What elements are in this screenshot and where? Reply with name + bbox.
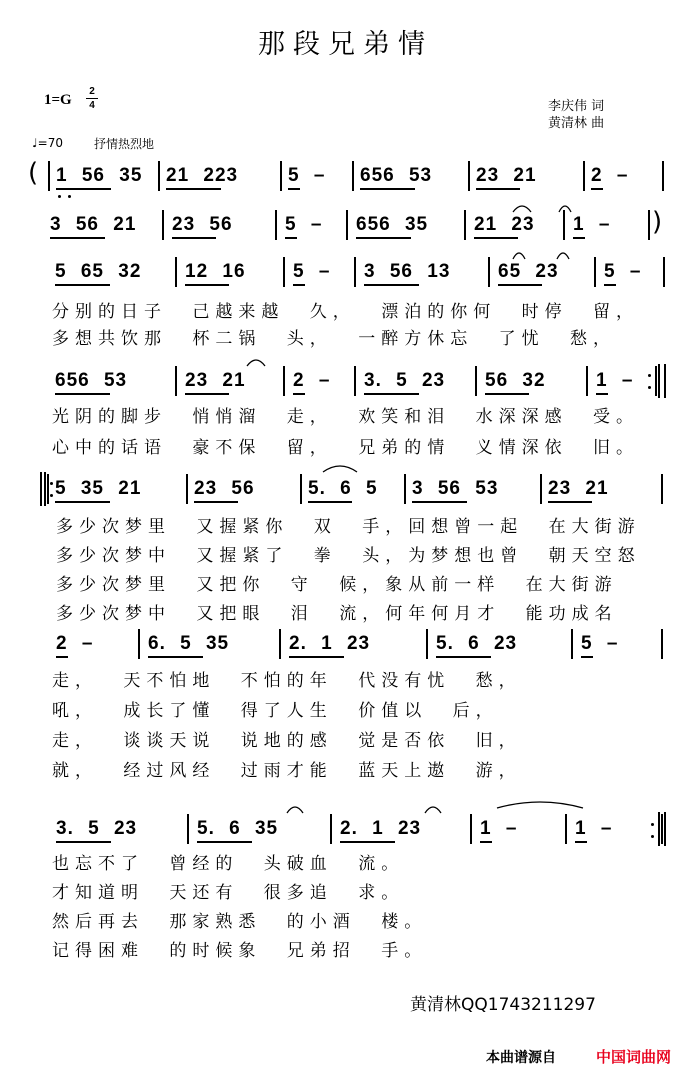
beam-line (56, 841, 111, 843)
bar-line (175, 257, 177, 287)
time-signature: 2 4 (86, 86, 98, 111)
repeat-bar (40, 472, 42, 506)
beam-line (185, 393, 229, 395)
measure-notes: 6. 5 35 (148, 633, 230, 654)
measure-notes: 5. 6 35 (197, 818, 279, 839)
bar-line (565, 814, 567, 844)
bar-line (464, 210, 466, 240)
beam-line (185, 284, 229, 286)
measure-notes: 23 21 (185, 370, 246, 391)
measure-notes: 2 – (591, 165, 629, 186)
bar-line (661, 814, 663, 844)
bar-line (138, 629, 140, 659)
lyric-line: 多少次梦里 又把你 守 候，象从前一样 在大街游 (56, 575, 618, 595)
bar-line (470, 814, 472, 844)
beam-line (166, 188, 221, 190)
bar-line (563, 210, 565, 240)
beam-line (591, 188, 603, 190)
tie-arc (424, 804, 442, 814)
beam-line (604, 284, 616, 286)
low-octave-dot (68, 195, 71, 198)
intro-close-paren: ) (652, 207, 663, 237)
beam-line (148, 656, 203, 658)
measure-notes: 5 – (288, 165, 326, 186)
tempo-marking: ♩=70 (32, 136, 63, 150)
tie-arc (286, 804, 304, 814)
bar-line (648, 210, 650, 240)
measure-notes: 1 – (480, 818, 518, 839)
measure-notes: 23 56 (172, 214, 233, 235)
measure-notes: 3. 5 23 (364, 370, 446, 391)
bar-line (662, 161, 664, 191)
measure-notes: 5. 6 23 (436, 633, 518, 654)
lyric-line: 记得困难 的时候象 兄弟招 手。 (52, 941, 428, 961)
measure-notes: 21 23 (474, 214, 535, 235)
measure-notes: 2 – (56, 633, 94, 654)
measure-notes: 5. 6 5 (308, 478, 378, 499)
beam-line (364, 284, 419, 286)
tie-arc (556, 250, 570, 260)
lyric-line: 多少次梦里 又握紧你 双 手，回想曾一起 在大街游 (56, 517, 641, 537)
beam-line (436, 656, 491, 658)
lyric-line: 然后再去 那家熟悉 的小酒 楼。 (52, 912, 428, 932)
repeat-bar (658, 812, 660, 846)
beam-line (56, 656, 68, 658)
beam-line (498, 284, 542, 286)
bar-line (346, 210, 348, 240)
bar-line (352, 161, 354, 191)
lyric-line: 就， 经过风经 过雨才能 蓝天上遨 游， (52, 761, 522, 781)
intro-open-paren: ( (28, 158, 39, 188)
beam-line (581, 656, 593, 658)
contact-info: 黄清林QQ1743211297 (410, 995, 596, 1015)
measure-notes: 3. 5 23 (56, 818, 138, 839)
measure-notes: 1 – (575, 818, 613, 839)
measure-notes: 23 56 (194, 478, 255, 499)
measure-notes: 656 35 (356, 214, 429, 235)
bar-line (663, 257, 665, 287)
repeat-bar (658, 364, 660, 398)
lyric-line: 也忘不了 曾经的 头破血 流。 (52, 854, 405, 874)
beam-line (412, 501, 467, 503)
measure-notes: 23 21 (476, 165, 537, 186)
measure-notes: 3 56 13 (364, 261, 451, 282)
beam-line (285, 237, 297, 239)
beam-line (289, 656, 344, 658)
tie-arc (512, 203, 532, 213)
lyricist-credit: 李庆伟 词 (548, 99, 605, 114)
bar-line (540, 474, 542, 504)
measure-notes: 656 53 (55, 370, 128, 391)
measure-notes: 656 53 (360, 165, 433, 186)
bar-line (187, 814, 189, 844)
beam-line (548, 501, 592, 503)
bar-line (571, 629, 573, 659)
repeat-bar (664, 812, 666, 846)
bar-line (280, 161, 282, 191)
repeat-bar (664, 364, 666, 398)
beam-line (288, 188, 300, 190)
beam-line (56, 188, 111, 190)
beam-line (364, 393, 419, 395)
lyric-line: 才知道明 天还有 很多追 求。 (52, 883, 405, 903)
measure-notes: 12 16 (185, 261, 246, 282)
beam-line (50, 237, 105, 239)
beam-line (360, 188, 415, 190)
beam-line (194, 501, 238, 503)
bar-line (283, 366, 285, 396)
measure-notes: 56 32 (485, 370, 546, 391)
measure-notes: 23 21 (548, 478, 609, 499)
beam-line (474, 237, 518, 239)
measure-notes: 5 – (581, 633, 619, 654)
lyric-line: 走， 天不怕地 不怕的年 代没有忧 愁， (52, 671, 522, 691)
song-title: 那段兄弟情 (258, 29, 433, 60)
beam-line (476, 188, 520, 190)
measure-notes: 5 – (604, 261, 642, 282)
bar-line (586, 366, 588, 396)
bar-line (594, 257, 596, 287)
bar-line (583, 161, 585, 191)
bar-line (283, 257, 285, 287)
site-name: 中国词曲网 (596, 1048, 672, 1066)
bar-line (330, 814, 332, 844)
measure-notes: 5 65 32 (55, 261, 142, 282)
beam-line (485, 393, 529, 395)
lyric-line: 走， 谈谈天说 说地的感 觉是否依 旧， (52, 731, 522, 751)
beam-line (55, 501, 110, 503)
bar-line (404, 474, 406, 504)
expression-marking: 抒情热烈地 (94, 137, 155, 151)
tie-arc (322, 463, 358, 473)
beam-line (340, 841, 395, 843)
repeat-end-dots (651, 823, 654, 826)
bar-line (426, 629, 428, 659)
beam-line (55, 393, 110, 395)
bar-line (354, 366, 356, 396)
beam-line (293, 284, 305, 286)
bar-line (275, 210, 277, 240)
measure-notes: 65 23 (498, 261, 559, 282)
beam-line (596, 393, 608, 395)
repeat-end-dots (648, 386, 651, 389)
bar-line (475, 366, 477, 396)
repeat-start-dots (50, 482, 53, 485)
measure-notes: 2. 1 23 (289, 633, 371, 654)
measure-notes: 21 223 (166, 165, 239, 186)
tie-arc (512, 250, 526, 260)
measure-notes: 5 – (285, 214, 323, 235)
bar-line (354, 257, 356, 287)
beam-line (480, 841, 492, 843)
measure-notes: 1 – (596, 370, 634, 391)
beam-line (55, 284, 110, 286)
bar-line (655, 366, 657, 396)
measure-notes: 2 – (293, 370, 331, 391)
bar-line (162, 210, 164, 240)
lyric-line: 多少次梦中 又把眼 泪 流，何年何月才 能功成名 (56, 604, 618, 624)
beam-line (575, 841, 587, 843)
lyric-line: 心中的话语 豪不保 留， 兄弟的情 义情深依 旧。 (52, 438, 640, 458)
lyric-line: 光阴的脚步 悄悄溜 走， 欢笑和泪 水深深感 受。 (52, 407, 640, 427)
bar-line (48, 161, 50, 191)
measure-notes: 5 – (293, 261, 331, 282)
beam-line (356, 237, 411, 239)
bar-line (661, 474, 663, 504)
bar-line (175, 366, 177, 396)
tie-arc (558, 203, 572, 213)
bar-line (661, 629, 663, 659)
repeat-end-dots (648, 374, 651, 377)
measure-notes: 2. 1 23 (340, 818, 422, 839)
measure-notes: 1 – (573, 214, 611, 235)
lyric-line: 多想共饮那 杯二锅 头， 一醉方休忘 了忧 愁， (52, 329, 617, 349)
bar-line (488, 257, 490, 287)
measure-notes: 1 56 35 (56, 165, 143, 186)
key-signature: 1=G (44, 92, 72, 108)
beam-line (197, 841, 252, 843)
beam-line (573, 237, 585, 239)
beam-line (308, 501, 352, 503)
beam-line (293, 393, 305, 395)
bar-line (468, 161, 470, 191)
bar-line (279, 629, 281, 659)
measure-notes: 3 56 53 (412, 478, 499, 499)
bar-line (186, 474, 188, 504)
bar-line (300, 474, 302, 504)
repeat-start-dots (50, 494, 53, 497)
lyric-line: 分别的日子 己越来越 久， 漂泊的你何 时停 留， (52, 302, 640, 322)
beam-line (172, 237, 216, 239)
repeat-end-dots (651, 835, 654, 838)
repeat-bar (44, 472, 46, 506)
tie-arc (246, 357, 266, 367)
lyric-line: 吼， 成长了懂 得了人生 价值以 后， (52, 701, 499, 721)
bar-line (47, 474, 49, 504)
bar-line (158, 161, 160, 191)
tie-arc (496, 799, 584, 809)
low-octave-dot (58, 195, 61, 198)
lyric-line: 多少次梦中 又握紧了 拳 头，为梦想也曾 朝天空怒 (56, 546, 641, 566)
source-label: 本曲谱源自 (486, 1050, 556, 1066)
measure-notes: 3 56 21 (50, 214, 137, 235)
measure-notes: 5 35 21 (55, 478, 142, 499)
composer-credit: 黄清林 曲 (548, 116, 605, 131)
